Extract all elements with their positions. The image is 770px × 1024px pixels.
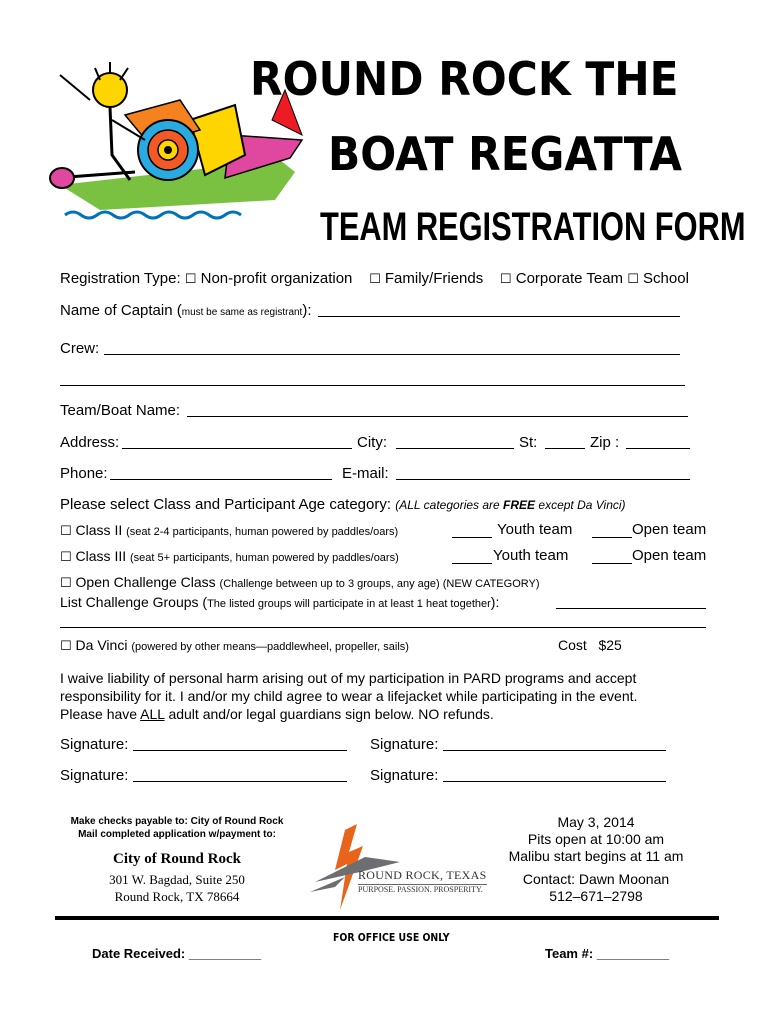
captain-label: Name of Captain ( <box>60 302 182 319</box>
state-field[interactable] <box>545 435 585 449</box>
signature-label-4: Signature: <box>370 767 439 784</box>
crew-label: Crew: <box>60 340 100 357</box>
checkbox-open-challenge[interactable]: ☐ <box>60 576 72 591</box>
note-pre: (ALL categories are <box>395 498 504 512</box>
phone-label: Phone: <box>60 465 108 482</box>
class3-youth-field[interactable] <box>452 550 492 564</box>
phone-field[interactable] <box>110 466 332 480</box>
city-field[interactable] <box>396 435 514 449</box>
class-heading-text: Please select Class and Participant Age category: <box>60 496 392 513</box>
event-pits: Pits open at 10:00 am <box>527 831 665 847</box>
waiver-line2: responsibility for it. I and/or my child agree to wear a lifejacket while participating in the event. <box>60 688 638 704</box>
office-divider <box>55 916 719 920</box>
crew-field-2[interactable] <box>60 372 685 386</box>
checkbox-davinci[interactable]: ☐ <box>60 639 72 654</box>
mailing-address <box>62 851 292 905</box>
captain-field[interactable] <box>318 303 680 317</box>
captain-row <box>60 302 312 319</box>
class2-youth-label: Youth team <box>497 521 573 538</box>
registration-type-row <box>60 270 689 287</box>
class3-row <box>60 548 399 565</box>
event-info <box>496 814 696 905</box>
waiver-line3 <box>60 705 637 723</box>
city-label: City: <box>357 434 387 451</box>
class3-open-label: Open team <box>632 547 707 564</box>
note-free: FREE <box>503 498 536 512</box>
open-challenge-label: Open Challenge Class <box>75 574 216 590</box>
checkbox-family[interactable]: ☐ <box>369 272 381 287</box>
checkbox-nonprofit[interactable]: ☐ <box>184 272 197 287</box>
event-date: May 3, 2014 <box>557 814 635 830</box>
list-groups-field-1[interactable] <box>556 595 706 609</box>
davinci-row <box>60 637 409 654</box>
waiver-line3-pre: Please have <box>60 706 141 722</box>
address-label: Address: <box>60 434 120 451</box>
zip-field[interactable] <box>626 435 690 449</box>
class3-label: Class III <box>75 548 127 564</box>
logo-name: ROUND ROCK, TEXAS <box>358 868 487 882</box>
list-groups-row <box>60 594 499 610</box>
page-title: ROUND ROCK THE <box>250 52 679 106</box>
registration-type-label: Registration Type: <box>60 270 181 287</box>
checkbox-class3[interactable]: ☐ <box>60 550 72 565</box>
class2-label: Class II <box>75 522 123 538</box>
waiver-line3-all: ALL <box>140 706 165 722</box>
payment-line1: Make checks payable to: City of Round Rock <box>70 816 284 827</box>
open-challenge-desc: (Challenge between up to 3 groups, any age) (NEW CATEGORY) <box>219 578 540 590</box>
captain-close: ): <box>302 302 312 319</box>
team-number[interactable]: Team #: __________ <box>545 946 670 961</box>
logo-tagline: PURPOSE. PASSION. PROSPERITY. <box>358 884 487 894</box>
signature-field-4[interactable] <box>443 768 666 782</box>
option-family: Family/Friends <box>384 270 484 287</box>
class3-youth-label: Youth team <box>493 547 569 564</box>
city-name: City of Round Rock <box>113 851 241 867</box>
email-field[interactable] <box>396 466 690 480</box>
office-heading: FOR OFFICE USE ONLY <box>333 931 450 944</box>
checkbox-class2[interactable]: ☐ <box>60 524 72 539</box>
list-groups-field-2[interactable] <box>60 614 706 628</box>
class2-youth-field[interactable] <box>452 524 492 538</box>
team-boat-label: Team/Boat Name: <box>60 402 181 419</box>
logo-wordmark <box>358 868 487 894</box>
option-corporate: Corporate Team <box>515 270 624 287</box>
event-start: Malibu start begins at 11 am <box>508 848 684 864</box>
email-label: E-mail: <box>342 465 389 482</box>
class2-row <box>60 522 398 539</box>
state-label: St: <box>519 434 538 451</box>
list-groups-desc: The listed groups will participate in at least 1 heat together <box>207 598 491 610</box>
signature-label-3: Signature: <box>60 767 129 784</box>
waiver-line3-post: adult and/or legal guardians sign below. NO refunds. <box>164 706 494 722</box>
team-boat-field[interactable] <box>187 403 688 417</box>
list-groups-label: List Challenge Groups ( <box>60 594 208 610</box>
davinci-label: Da Vinci <box>75 637 128 653</box>
option-school: School <box>643 270 689 287</box>
class3-open-field[interactable] <box>592 550 632 564</box>
address-field[interactable] <box>122 435 352 449</box>
checkbox-corporate[interactable]: ☐ <box>499 272 512 287</box>
page-title-line2: BOAT REGATTA <box>328 127 683 181</box>
signature-field-1[interactable] <box>133 737 347 751</box>
class-heading-note <box>395 498 625 512</box>
form-subtitle: TEAM REGISTRATION FORM <box>320 205 746 249</box>
payment-instructions <box>62 815 292 841</box>
list-groups-close: ): <box>490 594 500 610</box>
city-zip: Round Rock, TX 78664 <box>114 889 240 904</box>
date-received[interactable]: Date Received: __________ <box>92 946 262 961</box>
signature-label-1: Signature: <box>60 736 129 753</box>
option-nonprofit: Non-profit organization <box>200 270 353 287</box>
payment-line2: Mail completed application w/payment to: <box>78 829 276 840</box>
davinci-desc: (powered by other means—paddlewheel, propeller, sails) <box>131 641 409 653</box>
event-phone: 512–671–2798 <box>549 888 643 904</box>
street-address: 301 W. Bagdad, Suite 250 <box>109 872 245 887</box>
class2-open-field[interactable] <box>592 524 632 538</box>
signature-field-3[interactable] <box>133 768 347 782</box>
signature-field-2[interactable] <box>443 737 666 751</box>
class-heading <box>60 496 626 513</box>
note-post: except Da Vinci) <box>535 498 626 512</box>
class2-desc: (seat 2-4 participants, human powered by paddles/oars) <box>126 526 399 538</box>
event-contact: Contact: Dawn Moonan <box>522 871 670 887</box>
crew-field-1[interactable] <box>104 341 680 355</box>
captain-note: must be same as registrant <box>181 307 303 318</box>
waiver-line1: I waive liability of personal harm arising out of my participation in PARD programs and accept <box>60 670 637 686</box>
checkbox-school[interactable]: ☐ <box>627 272 639 287</box>
waiver-text <box>60 669 637 723</box>
open-challenge-row <box>60 574 540 591</box>
class2-open-label: Open team <box>632 521 707 538</box>
davinci-cost: Cost $25 <box>558 637 622 653</box>
zip-label: Zip : <box>590 434 620 451</box>
signature-label-2: Signature: <box>370 736 439 753</box>
class3-desc: (seat 5+ participants, human powered by paddles/oars) <box>130 552 399 564</box>
